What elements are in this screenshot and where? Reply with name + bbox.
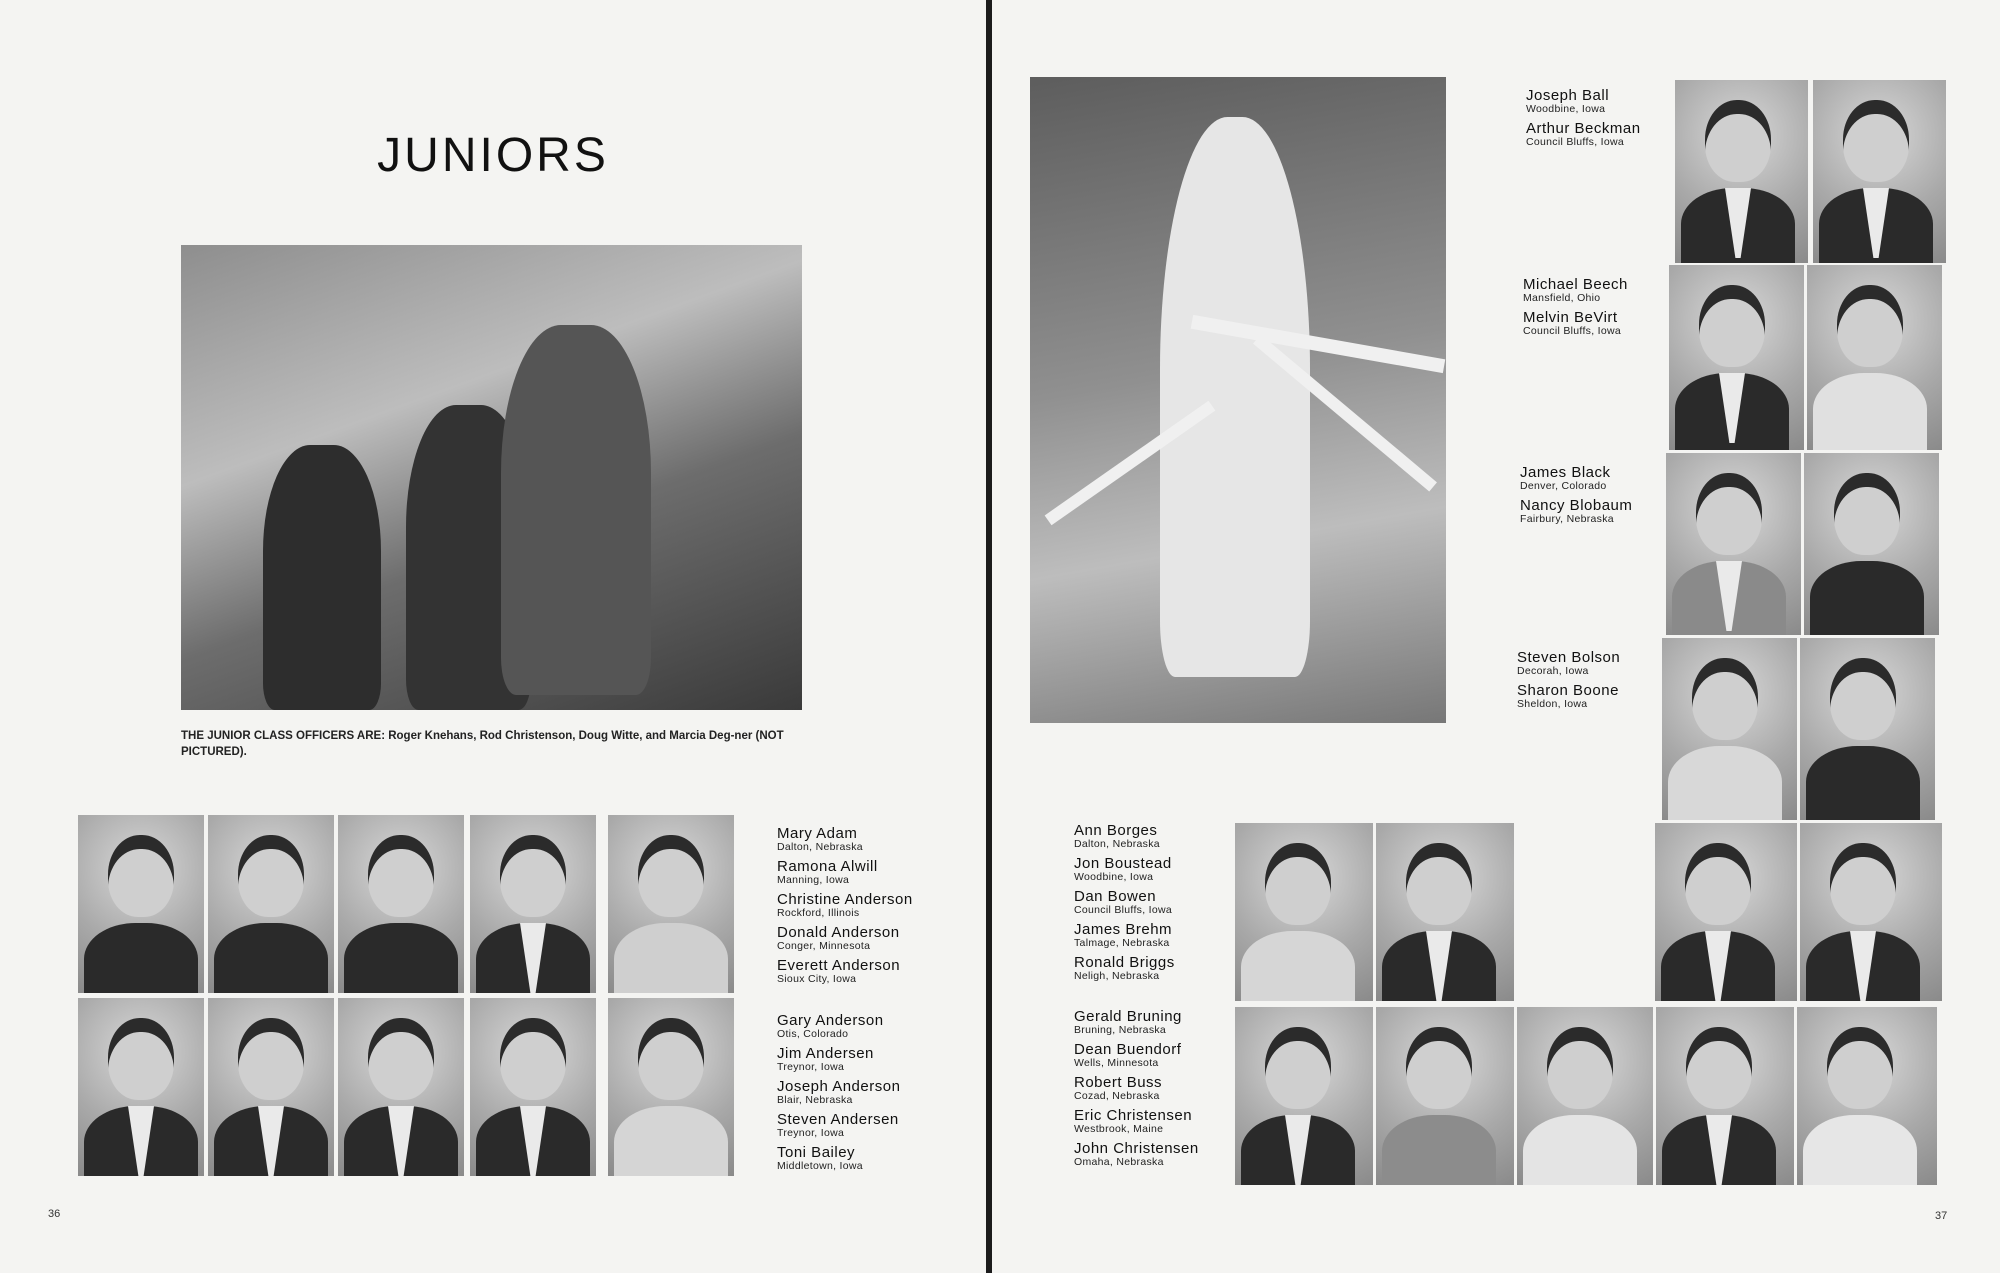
- student-hometown: Sheldon, Iowa: [1517, 698, 1588, 710]
- portrait-photo: [208, 815, 334, 993]
- student-hometown: Blair, Nebraska: [777, 1094, 853, 1106]
- student-hometown: Dalton, Nebraska: [777, 841, 863, 853]
- name-list: [1523, 277, 1628, 343]
- photo-caption: THE JUNIOR CLASS OFFICERS ARE: Roger Knehans, Rod Christenson, Doug Witte, and Marcia Deg-ner (NOT PICTURED).: [181, 730, 784, 758]
- portrait-photo: [608, 998, 734, 1176]
- student-hometown: Cozad, Nebraska: [1074, 1090, 1160, 1102]
- portrait-photo: [338, 815, 464, 993]
- student-name: Michael Beech: [1523, 276, 1628, 293]
- portrait-photo: [1813, 80, 1946, 263]
- portrait-photo: [470, 998, 596, 1176]
- student-hometown: Bruning, Nebraska: [1074, 1024, 1167, 1036]
- name-list: [1074, 823, 1175, 988]
- student-hometown: Middletown, Iowa: [777, 1160, 863, 1172]
- portrait-photo: [608, 815, 734, 993]
- stage-play-photo: [1030, 77, 1446, 723]
- student-hometown: Council Bluffs, Iowa: [1523, 325, 1622, 337]
- student-name: Gary Anderson: [777, 1012, 884, 1029]
- student-name: Donald Anderson: [777, 924, 900, 941]
- student-name: Nancy Blobaum: [1520, 497, 1633, 514]
- portrait-photo: [1800, 638, 1935, 820]
- student-name: Steven Bolson: [1517, 649, 1621, 666]
- portrait-photo: [338, 998, 464, 1176]
- student-hometown: Woodbine, Iowa: [1526, 103, 1606, 115]
- student-hometown: Fairbury, Nebraska: [1520, 513, 1614, 525]
- student-hometown: Omaha, Nebraska: [1074, 1156, 1164, 1168]
- student-name: Ramona Alwill: [777, 858, 878, 875]
- student-name: Everett Anderson: [777, 957, 901, 974]
- student-name: Dean Buendorf: [1074, 1041, 1182, 1058]
- student-name: Joseph Anderson: [777, 1078, 901, 1095]
- student-hometown: Manning, Iowa: [777, 874, 850, 886]
- student-name: Joseph Ball: [1526, 87, 1610, 104]
- portrait-photo: [208, 998, 334, 1176]
- student-hometown: Neligh, Nebraska: [1074, 970, 1160, 982]
- portrait-photo: [1376, 1007, 1514, 1185]
- portrait-photo: [78, 998, 204, 1176]
- student-name: Arthur Beckman: [1526, 120, 1641, 137]
- student-hometown: Rockford, Illinois: [777, 907, 860, 919]
- student-name: Eric Christensen: [1074, 1107, 1193, 1124]
- portrait-photo: [1804, 453, 1939, 635]
- student-hometown: Mansfield, Ohio: [1523, 292, 1601, 304]
- student-name: Jon Boustead: [1074, 855, 1172, 872]
- portrait-photo: [1797, 1007, 1937, 1185]
- portrait-photo: [1807, 265, 1942, 450]
- portrait-photo: [1376, 823, 1514, 1001]
- student-name: James Brehm: [1074, 921, 1173, 938]
- page-number: 36: [48, 1208, 61, 1220]
- student-hometown: Otis, Colorado: [777, 1028, 849, 1040]
- portrait-photo: [1669, 265, 1804, 450]
- student-hometown: Conger, Minnesota: [777, 940, 871, 952]
- actress-figure: [1160, 117, 1310, 677]
- student-name: Christine Anderson: [777, 891, 913, 908]
- student-hometown: Treynor, Iowa: [777, 1061, 845, 1073]
- portrait-photo: [1517, 1007, 1653, 1185]
- student-name: Gerald Bruning: [1074, 1008, 1182, 1025]
- portrait-photo: [1675, 80, 1808, 263]
- portrait-photo: [1666, 453, 1801, 635]
- portrait-photo: [1662, 638, 1797, 820]
- student-name: Melvin BeVirt: [1523, 309, 1618, 326]
- student-name: Steven Andersen: [777, 1111, 899, 1128]
- student-name: Toni Bailey: [777, 1144, 856, 1161]
- right-page: [992, 0, 2000, 1273]
- student-hometown: Denver, Colorado: [1520, 480, 1607, 492]
- student-name: Ann Borges: [1074, 822, 1158, 839]
- portrait-photo: [470, 815, 596, 993]
- portrait-photo: [1800, 823, 1942, 1001]
- student-hometown: Dalton, Nebraska: [1074, 838, 1160, 850]
- student-name: Robert Buss: [1074, 1074, 1163, 1091]
- name-list: [1074, 1009, 1199, 1174]
- student-hometown: Council Bluffs, Iowa: [1526, 136, 1625, 148]
- name-list: [1520, 465, 1632, 531]
- name-list: [777, 1013, 900, 1178]
- student-hometown: Woodbine, Iowa: [1074, 871, 1154, 883]
- student-hometown: Westbrook, Maine: [1074, 1123, 1164, 1135]
- portrait-photo: [1656, 1007, 1794, 1185]
- portrait-photo: [1235, 823, 1373, 1001]
- portrait-photo: [1235, 1007, 1373, 1185]
- officer-figure: [263, 445, 381, 710]
- student-name: Sharon Boone: [1517, 682, 1619, 699]
- student-name: James Black: [1520, 464, 1611, 481]
- student-name: John Christensen: [1074, 1140, 1199, 1157]
- student-hometown: Decorah, Iowa: [1517, 665, 1589, 677]
- portrait-photo: [78, 815, 204, 993]
- page-number: 37: [1935, 1210, 1948, 1222]
- portrait-photo: [1655, 823, 1797, 1001]
- student-hometown: Council Bluffs, Iowa: [1074, 904, 1173, 916]
- student-name: Mary Adam: [777, 825, 858, 842]
- name-list: [777, 826, 913, 991]
- student-hometown: Treynor, Iowa: [777, 1127, 845, 1139]
- left-page: [0, 0, 986, 1273]
- student-hometown: Sioux City, Iowa: [777, 973, 857, 985]
- student-name: Jim Andersen: [777, 1045, 874, 1062]
- class-officers-photo: [181, 245, 802, 710]
- page-title: JUNIORS: [377, 129, 609, 182]
- student-name: Ronald Briggs: [1074, 954, 1175, 971]
- name-list: [1526, 88, 1641, 154]
- student-hometown: Talmage, Nebraska: [1074, 937, 1170, 949]
- officer-figure: [501, 325, 651, 695]
- student-hometown: Wells, Minnesota: [1074, 1057, 1159, 1069]
- student-name: Dan Bowen: [1074, 888, 1157, 905]
- name-list: [1517, 650, 1620, 716]
